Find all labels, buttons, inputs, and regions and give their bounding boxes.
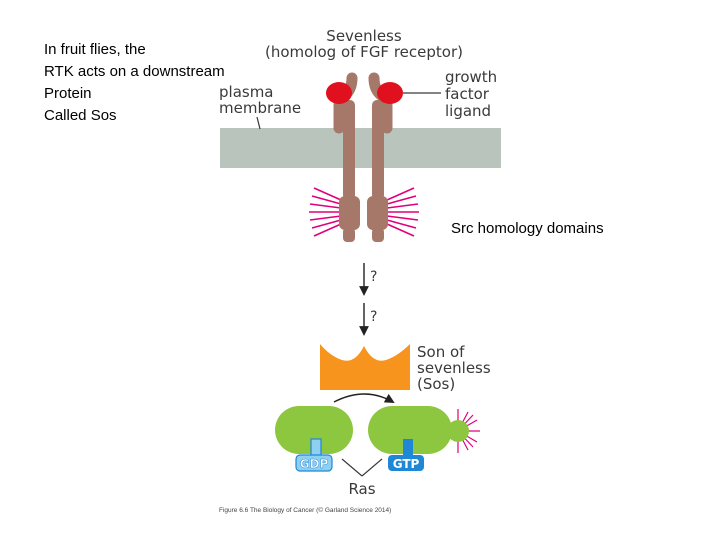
figure-caption: Figure 6.6 The Biology of Cancer (© Garland Science 2014) bbox=[219, 507, 392, 514]
receptor-title-line-1: Sevenless bbox=[326, 27, 402, 45]
sos-label-line-2: sevenless bbox=[417, 359, 491, 377]
plasma-membrane bbox=[220, 128, 501, 168]
slide-text-line-4: Called Sos bbox=[44, 107, 117, 124]
left-activation-spikes bbox=[309, 188, 341, 236]
left-receptor-chain bbox=[343, 100, 355, 200]
right-kinase-domain bbox=[367, 196, 388, 230]
gdp-label: GDP bbox=[299, 457, 329, 471]
ras-gtp-switch-domain bbox=[447, 420, 469, 442]
gtp-label: GTP bbox=[392, 457, 420, 471]
gtp-stem bbox=[403, 439, 413, 456]
slide-text-line-3: Protein bbox=[44, 85, 92, 102]
exchange-arrow bbox=[334, 394, 393, 402]
right-ligand bbox=[377, 82, 403, 104]
ras-pointer-right bbox=[362, 459, 382, 476]
sos-label-line-1: Son of bbox=[417, 343, 465, 361]
right-receptor-chain bbox=[372, 100, 384, 200]
left-ligand bbox=[326, 82, 352, 104]
gdp-stem bbox=[311, 439, 321, 456]
question-mark-2: ? bbox=[370, 309, 378, 325]
ligand-label-line-3: ligand bbox=[445, 102, 492, 120]
sos-label-line-3: (Sos) bbox=[417, 375, 456, 393]
right-receptor-tail bbox=[372, 228, 384, 242]
ligand-label-line-1: growth bbox=[445, 68, 498, 86]
left-receptor-tail bbox=[343, 228, 355, 242]
src-homology-label: Src homology domains bbox=[451, 220, 604, 237]
ras-label: Ras bbox=[348, 480, 376, 498]
left-kinase-domain bbox=[339, 196, 360, 230]
slide-text-line-1: In fruit flies, the bbox=[44, 41, 146, 58]
ras-pointer-left bbox=[342, 459, 362, 476]
sos-protein bbox=[320, 344, 410, 390]
ligand-label-line-2: factor bbox=[445, 85, 489, 103]
question-mark-1: ? bbox=[370, 269, 378, 285]
membrane-label-line-2: membrane bbox=[219, 99, 302, 117]
slide-text-line-2: RTK acts on a downstream bbox=[44, 63, 225, 80]
receptor-title-line-2: (homolog of FGF receptor) bbox=[265, 43, 463, 61]
right-activation-spikes bbox=[387, 188, 419, 236]
membrane-label-line-1: plasma bbox=[219, 83, 274, 101]
membrane-pointer bbox=[257, 117, 260, 129]
